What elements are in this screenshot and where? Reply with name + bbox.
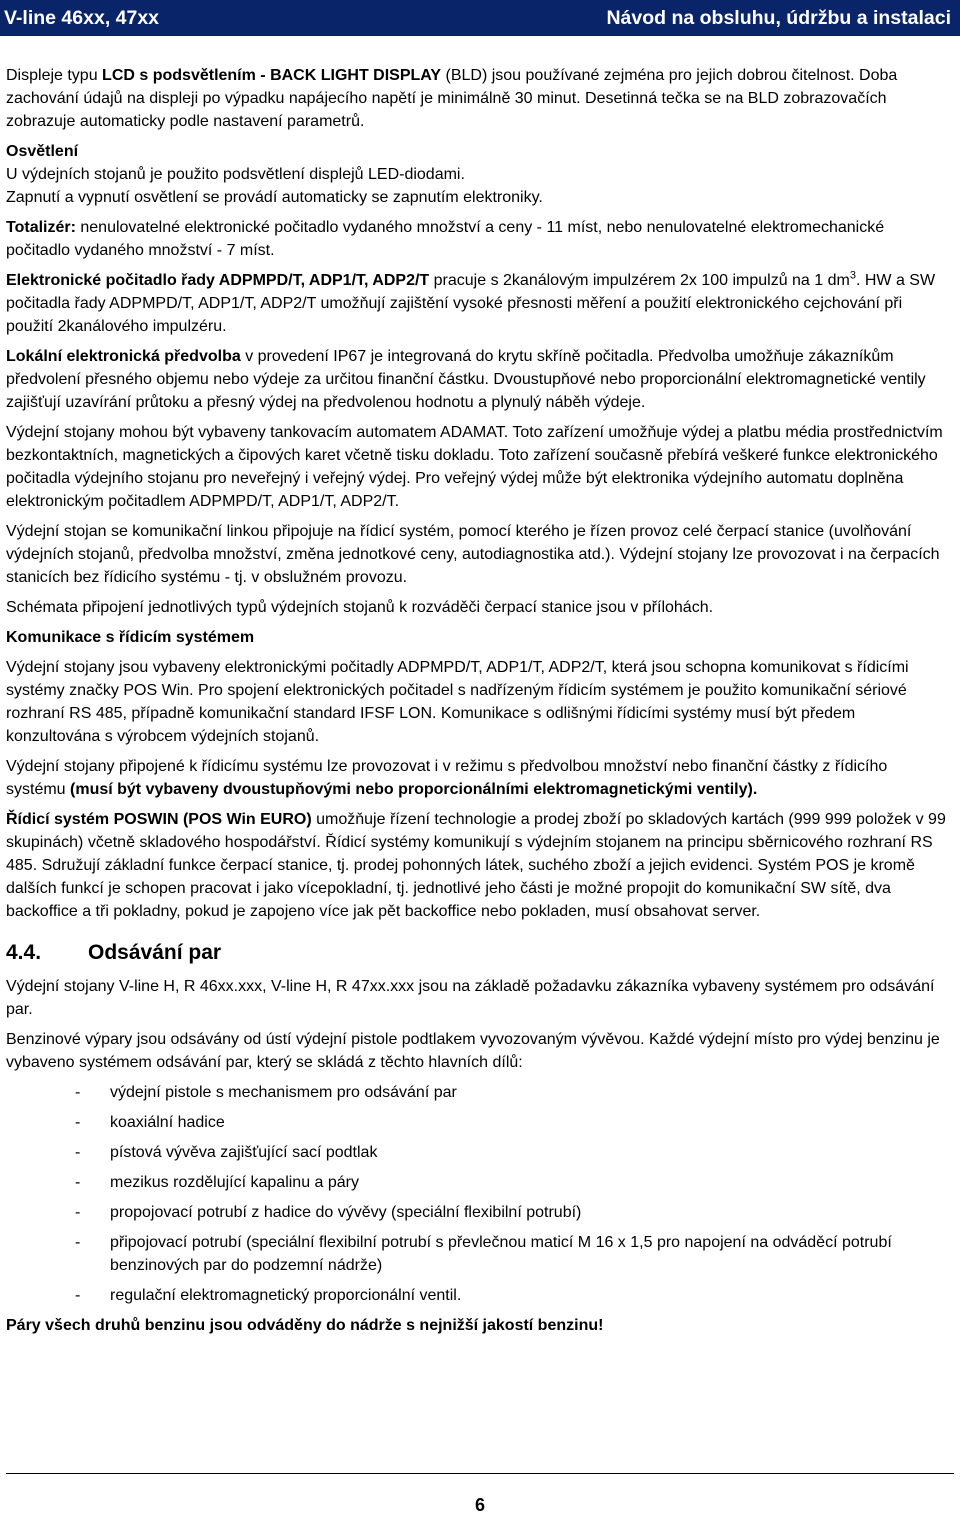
header-manual-title: Návod na obsluhu, údržbu a instalaci (606, 7, 951, 29)
footer-divider (6, 1473, 954, 1474)
document-body (6, 64, 950, 1337)
list-item: - propojovací potrubí z hadice do vývěvy (speciální flexibilní potrubí) (6, 1201, 950, 1224)
parts-list (6, 1081, 950, 1307)
osvetleni-line-2: Zapnutí a vypnutí osvětlení se provádí automaticky se zapnutím elektroniky. (6, 189, 543, 206)
paragraph-schemata: Schémata připojení jednotlivých typů výdejních stojanů k rozváděči čerpací stanice jsou v přílohách. (6, 599, 714, 616)
list-dash: - (75, 1144, 81, 1161)
paragraph-poswin: Řídicí systém POSWIN (POS Win EURO) umožňuje řízení technologie a prodej zboží po skladových kartách (999 999 položek v 99 skupinách) včetně skladového hospodářství. Řídicí systémy komunikují s výdejním stojanem na principu sběrnicového rozhraní RS 485. Sdružují základní funkce čerpací stanice, tj. prodej pohonných látek, suchého zboží a jejich evidenci. Systém POS je kromě dalších funkcí je schopen pracovat i jako vícepokladní, tj. jednotlivé jeho části je možné propojit do komunikační SW sítě, dva backoffice a tři pokladny, pokud je zapojeno více jak pět backoffice nebo pokladen, musí obsahovat server. (6, 811, 946, 920)
section-heading (6, 940, 950, 966)
list-dash: - (75, 1287, 81, 1304)
paragraph-komunikacni-linka: Výdejní stojan se komunikační linkou připojuje na řídicí systém, pomocí kterého je řízen provoz celé čerpací stanice (uvolňování výdejních stojanů, předvolba množství, změna jednotkové ceny, autodiagnostika atd.). Výdejní stojany lze provozovat i na čerpacích stanicích bez řídicího systému - tj. v obslužném provozu. (6, 523, 940, 586)
paragraph-komunikace-2: Výdejní stojany připojené k řídicímu systému lze provozovat i v režimu s předvolbou množství nebo finanční částky z řídicího systému (musí být vybaveny dvoustupňovými nebo proporcionálními elektromagnetickými ventily). (6, 758, 888, 798)
list-item: - připojovací potrubí (speciální flexibilní potrubí s převlečnou maticí M 16 x 1,5 pro napojení na odváděcí potrubí benzinových par do podzemní nádrže) (6, 1231, 950, 1277)
paragraph-pocitadlo: Elektronické počitadlo řady ADPMPD/T, ADP1/T, ADP2/T pracuje s 2kanálovým impulzérem 2x 100 impulzů na 1 $dm^3$. HW a SW počitadla řady ADPMPD/T, ADP1/T, ADP2/T umožňují zajištění vysoké přesnosti měření a použití elektronického cejchování při použití 2kanálového impulzéru. (6, 269, 936, 335)
list-dash: - (75, 1234, 81, 1251)
list-dash: - (75, 1204, 81, 1221)
list-dash: - (75, 1084, 81, 1101)
section-number: 4.4. (6, 941, 42, 964)
page-number: 6 (474, 1495, 485, 1515)
list-item: - mezikus rozdělující kapalinu a páry (6, 1171, 950, 1194)
list-dash: - (75, 1174, 81, 1191)
header-product-title: V-line 46xx, 47xx (4, 7, 160, 29)
heading-komunikace: Komunikace s řídicím systémem (6, 629, 255, 646)
paragraph-odsavani-1: Výdejní stojany V-line H, R 46xx.xxx, V-line H, R 47xx.xxx jsou na základě požadavku zákazníka vybaveny systémem pro odsávání par. (6, 978, 935, 1018)
final-warning: Páry všech druhů benzinu jsou odváděny do nádrže s nejnižší jakostí benzinu! (6, 1317, 604, 1334)
list-dash: - (75, 1114, 81, 1131)
list-item: - výdejní pistole s mechanismem pro odsávání par (6, 1081, 950, 1104)
paragraph-komunikace-1: Výdejní stojany jsou vybaveny elektronickými počitadly ADPMPD/T, ADP1/T, ADP2/T, která jsou schopna komunikovat s řídicími systémy značky POS Win. Pro spojení elektronických počitadel s nadřízeným řídicím systémem je použito komunikační sériové rozhraní RS 485, případně komunikační standard IFSF LON. Komunikace s odlišnými řídicími systémy musí být předem konzultována s výrobcem výdejních stojanů. (6, 659, 909, 745)
heading-osvetleni: Osvětlení (6, 143, 79, 160)
section-title: Odsávání par (88, 941, 222, 964)
paragraph-totalizer: Totalizér: nenulovatelné elektronické počitadlo vydaného množství a ceny - 11 míst, nebo nenulovatelné elektromechanické počitadlo vydaného množství - 7 míst. (6, 219, 885, 259)
page-header (0, 0, 960, 36)
osvetleni-line-1: U výdejních stojanů je použito podsvětlení displejů LED-diodami. (6, 166, 465, 183)
paragraph-display: Displeje typu LCD s podsvětlením - BACK LIGHT DISPLAY (BLD) jsou používané zejména pro jejich dobrou čitelnost. Doba zachování údajů na displeji po výpadku napájecího napětí je minimálně 30 minut. Desetinná tečka se na BLD zobrazovačích zobrazuje automaticky podle nastavení parametrů. (6, 67, 898, 130)
paragraph-odsavani-2: Benzinové výpary jsou odsávány od ústí výdejní pistole podtlakem vyvozovaným vývěvou. Každé výdejní místo pro výdej benzinu je vybaveno systémem odsávání par, který se skládá z těchto hlavních dílů: (6, 1031, 940, 1071)
paragraph-predvolba: Lokální elektronická předvolba v provedení IP67 je integrovaná do krytu skříně počitadla. Předvolba umožňuje zákazníkům předvolení přesného objemu nebo výdeje za určitou finanční částku. Dvoustupňové nebo proporcionální elektromagnetické ventily zajišťují uzavírání průtoku a přesný výdej na předvolenou hodnotu a plynulý náběh výdeje. (6, 348, 926, 411)
list-item: - regulační elektromagnetický proporcionální ventil. (6, 1284, 950, 1307)
list-item: - koaxiální hadice (6, 1111, 950, 1134)
paragraph-adamat: Výdejní stojany mohou být vybaveny tankovacím automatem ADAMAT. Toto zařízení umožňuje výdej a platbu média prostřednictvím bezkontaktních, magnetických a čipových karet včetně tisku dokladu. Toto zařízení současně přebírá veškeré funkce elektronického počitadla výdejního stojanu pro neveřejný i veřejný výdej. Pro veřejný výdej může být elektronika výdejního automatu doplněna elektronickým počitadlem ADPMPD/T, ADP1/T, ADP2/T. (6, 424, 943, 510)
list-item: - pístová vývěva zajišťující sací podtlak (6, 1141, 950, 1164)
